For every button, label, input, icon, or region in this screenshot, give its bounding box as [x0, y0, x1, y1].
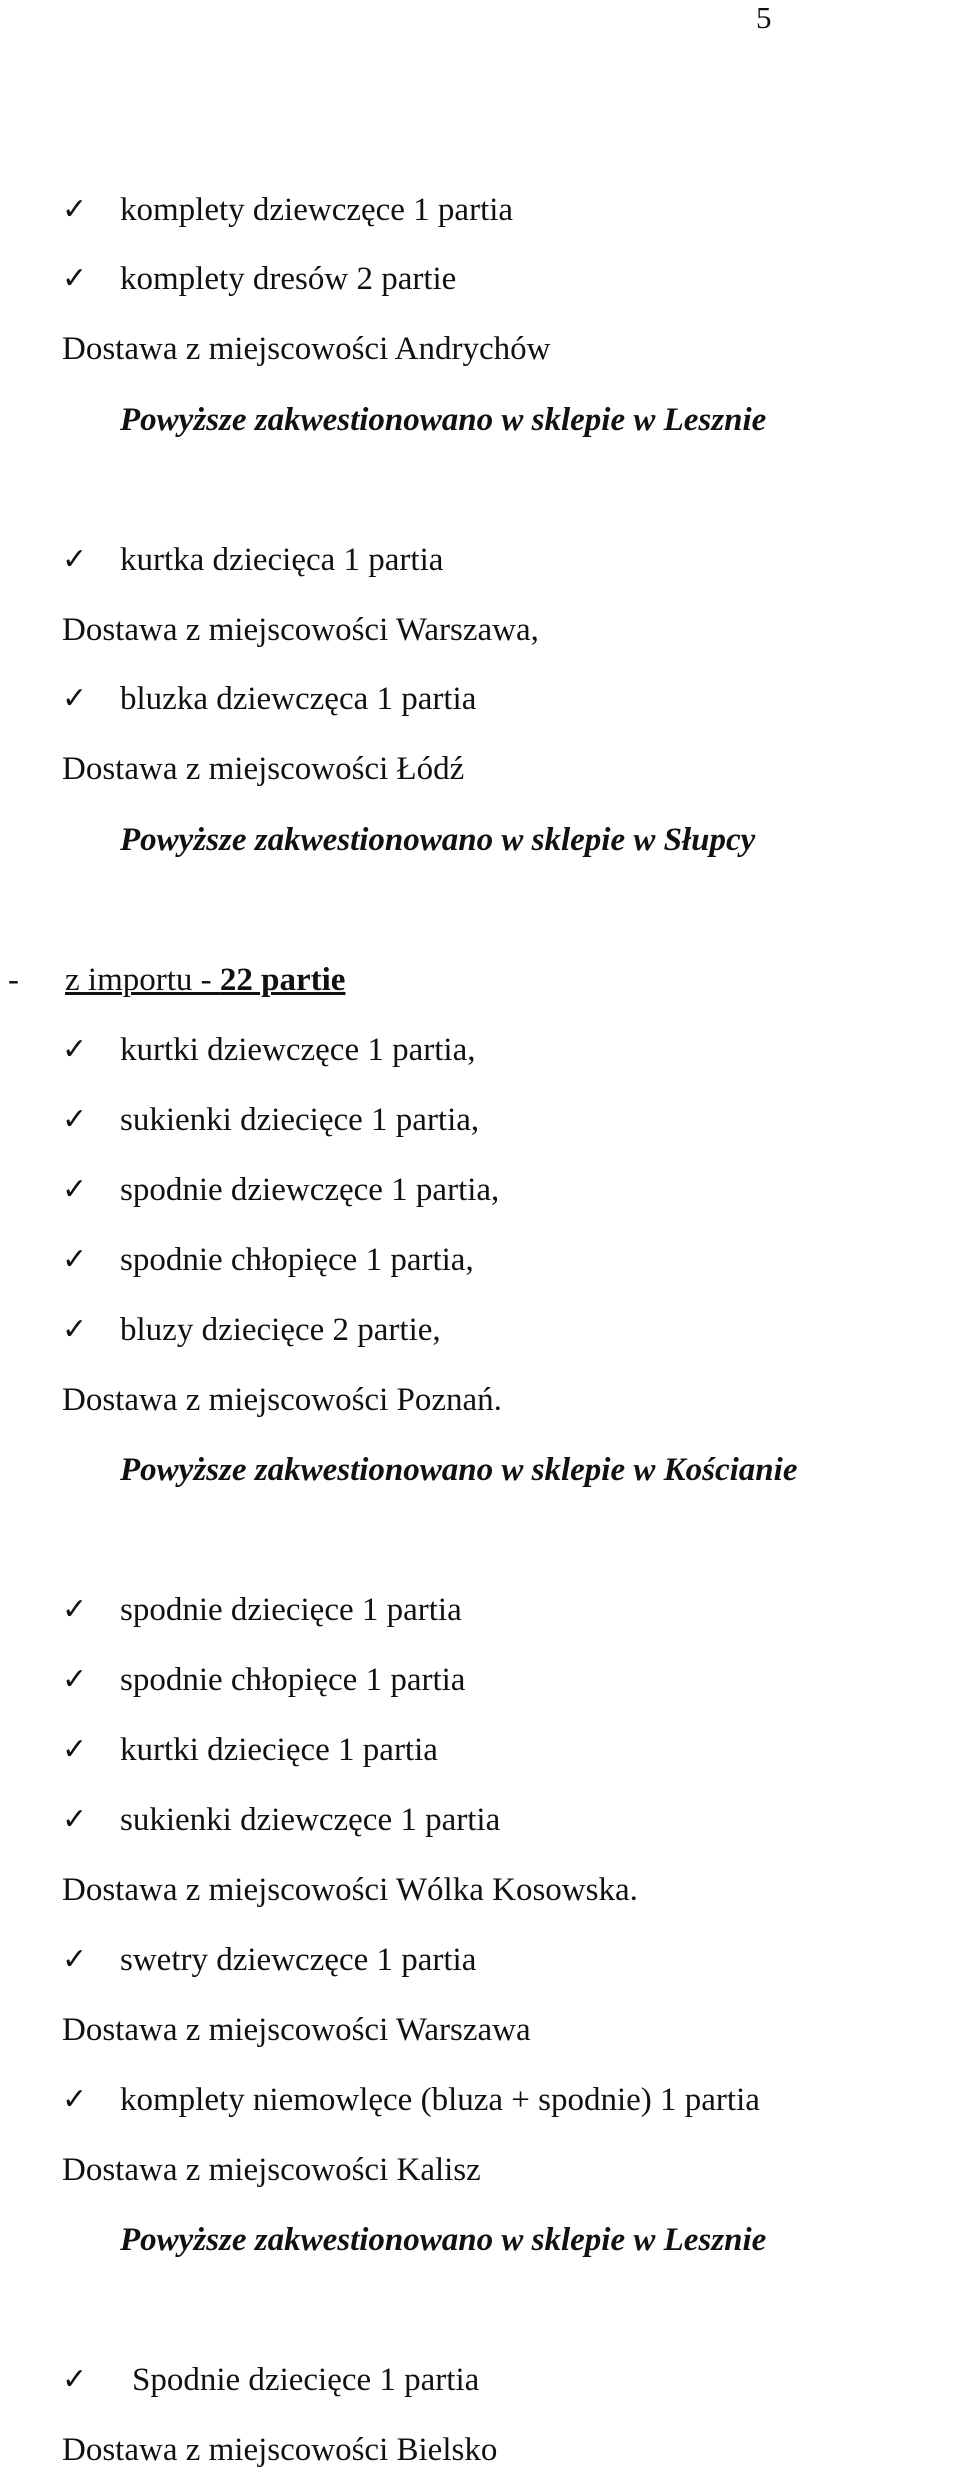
- checkmark-icon: ✓: [62, 1032, 88, 1067]
- checkmark-icon: ✓: [62, 2362, 88, 2397]
- list-item-text: sukienki dziewczęce 1 partia: [120, 1802, 501, 1838]
- delivery-line: Dostawa z miejscowości Warszawa,: [62, 612, 539, 648]
- checkmark-icon: ✓: [62, 261, 88, 296]
- checkmark-icon: ✓: [62, 1942, 88, 1977]
- list-item-text: kurtki dziewczęce 1 partia,: [120, 1032, 476, 1068]
- dash-marker: -: [8, 962, 19, 998]
- import-heading-text: [65, 960, 345, 1000]
- import-heading-count: 22 partie: [219, 962, 346, 998]
- checkmark-icon: ✓: [62, 681, 88, 716]
- inspection-note: Powyższe zakwestionowano w sklepie w Lesznie: [120, 402, 767, 438]
- list-item-text: spodnie chłopięce 1 partia: [120, 1662, 466, 1698]
- page-number: 5: [756, 0, 772, 35]
- inspection-note: Powyższe zakwestionowano w sklepie w Słupcy: [120, 822, 756, 858]
- checkmark-icon: ✓: [62, 1732, 88, 1767]
- list-item-text: spodnie chłopięce 1 partia,: [120, 1242, 474, 1278]
- checkmark-icon: ✓: [62, 2082, 88, 2117]
- checkmark-icon: ✓: [62, 1312, 88, 1347]
- list-item-text: bluzy dziecięce 2 partie,: [120, 1312, 441, 1348]
- import-heading-prefix: z importu -: [65, 962, 220, 998]
- inspection-note: Powyższe zakwestionowano w sklepie w Kościanie: [120, 1452, 798, 1488]
- inspection-note: Powyższe zakwestionowano w sklepie w Lesznie: [120, 2222, 767, 2258]
- checkmark-icon: ✓: [62, 1242, 88, 1277]
- delivery-line: Dostawa z miejscowości Wólka Kosowska.: [62, 1872, 638, 1908]
- checkmark-icon: ✓: [62, 542, 88, 577]
- list-item-text: bluzka dziewczęca 1 partia: [120, 681, 477, 717]
- list-item-text: komplety niemowlęce (bluza + spodnie) 1 partia: [120, 2082, 760, 2118]
- delivery-line: Dostawa z miejscowości Warszawa: [62, 2012, 531, 2048]
- list-item-text: spodnie dziecięce 1 partia: [120, 1592, 462, 1628]
- checkmark-icon: ✓: [62, 1802, 88, 1837]
- checkmark-icon: ✓: [62, 1102, 88, 1137]
- delivery-line: Dostawa z miejscowości Łódź: [62, 751, 465, 787]
- delivery-line: Dostawa z miejscowości Kalisz: [62, 2152, 481, 2188]
- delivery-line: Dostawa z miejscowości Bielsko: [62, 2432, 498, 2468]
- list-item-text: kurtka dziecięca 1 partia: [120, 542, 444, 578]
- list-item-text: spodnie dziewczęce 1 partia,: [120, 1172, 500, 1208]
- list-item-text: komplety dziewczęce 1 partia: [120, 192, 514, 228]
- delivery-line: Dostawa z miejscowości Poznań.: [62, 1382, 502, 1418]
- list-item-text: komplety dresów 2 partie: [120, 261, 457, 297]
- checkmark-icon: ✓: [62, 1592, 88, 1627]
- list-item-text: Spodnie dziecięce 1 partia: [132, 2362, 480, 2398]
- checkmark-icon: ✓: [62, 192, 88, 227]
- list-item-text: swetry dziewczęce 1 partia: [120, 1942, 477, 1978]
- list-item-text: sukienki dziecięce 1 partia,: [120, 1102, 480, 1138]
- list-item-text: kurtki dziecięce 1 partia: [120, 1732, 438, 1768]
- checkmark-icon: ✓: [62, 1662, 88, 1697]
- checkmark-icon: ✓: [62, 1172, 88, 1207]
- delivery-line: Dostawa z miejscowości Andrychów: [62, 331, 551, 367]
